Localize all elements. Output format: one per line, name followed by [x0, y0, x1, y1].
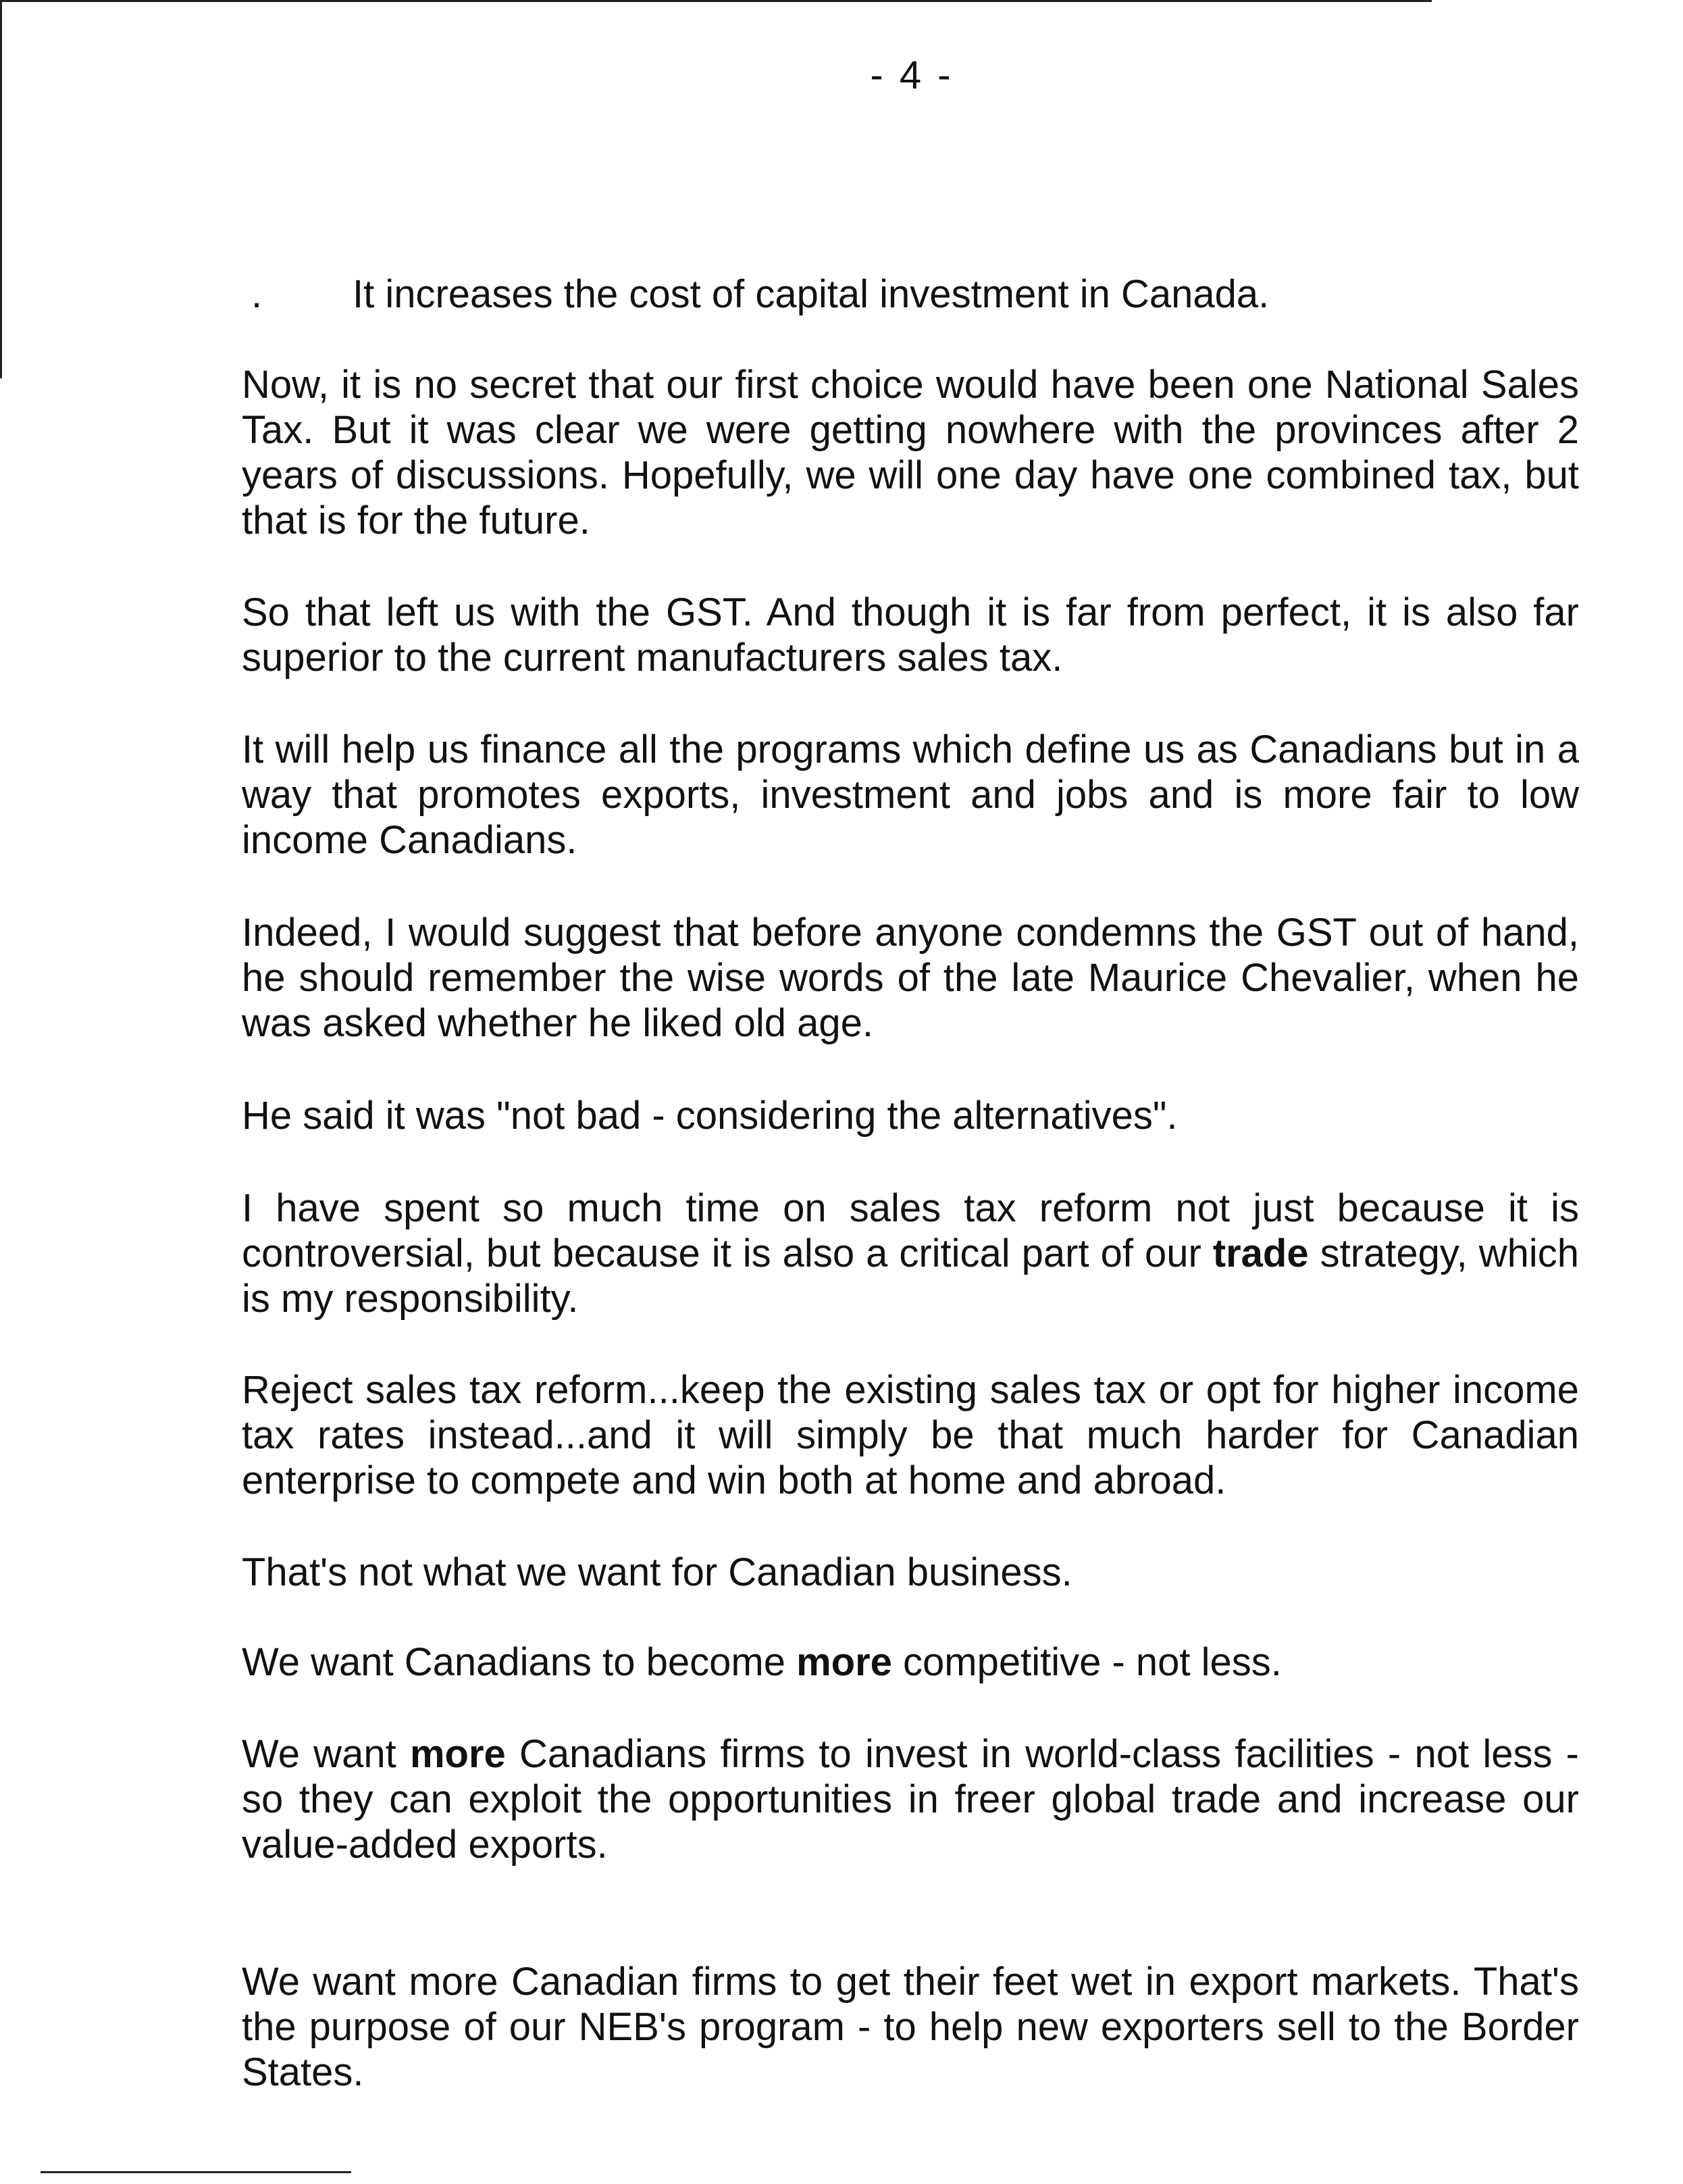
paragraph-trade-strategy — [242, 1186, 1579, 1321]
emphasis-trade: trade — [1212, 1231, 1309, 1275]
paragraph-canadian-business: That's not what we want for Canadian business. — [242, 1550, 1072, 1594]
emphasis-more: more — [409, 1732, 506, 1776]
scan-edge-bottom — [41, 2171, 351, 2173]
emphasis-more: more — [796, 1640, 892, 1684]
scan-edge-top — [0, 0, 1432, 2]
paragraph-chevalier: Indeed, I would suggest that before anyone condemns the GST out of hand, he should remember the wise words of the late Maurice Chevalier, when he was asked whether he liked old age. — [242, 911, 1579, 1045]
paragraph-reject-reform: Reject sales tax reform...keep the existing sales tax or opt for higher income tax rates instead...and it will simply be that much harder for Canadian enterprise to compete and win both at home and abroad. — [242, 1368, 1579, 1502]
paragraph-text: I have spent so much time on sales tax reform not just because it is controversial, but because it is also a critical part of our — [242, 1186, 1579, 1275]
bullet-marker: . — [251, 272, 263, 316]
paragraph-text: Canadians firms to invest in world-class facilities - not less - so they can exploit the opportunities in freer global trade and increase our value-added exports. — [242, 1732, 1580, 1866]
paragraph-text: We want — [242, 1732, 410, 1776]
paragraph-text: We want Canadians to become — [242, 1640, 797, 1684]
page-number: - 4 - — [870, 53, 954, 97]
paragraph-export-markets: We want more Canadian firms to get their feet wet in export markets. That's the purpose of our NEB's program - to help new exporters sell to the Border States. — [242, 1960, 1579, 2094]
paragraph-gst: So that left us with the GST. And though it is far from perfect, it is also far superior to the current manufacturers sales tax. — [242, 590, 1579, 680]
paragraph-text: strategy, which is my responsibility. — [242, 1231, 1580, 1321]
paragraph-finance-programs: It will help us finance all the programs which define us as Canadians but in a way that promotes exports, investment and jobs and is more fair to low income Canadians. — [242, 728, 1579, 862]
paragraph-alternatives: He said it was "not bad - considering the alternatives". — [242, 1094, 1178, 1138]
paragraph-more-competitive — [242, 1640, 1579, 1685]
paragraph-text: competitive - not less. — [891, 1640, 1282, 1684]
paragraph-world-class — [242, 1731, 1579, 1867]
paragraph-national-sales-tax: Now, it is no secret that our first choice would have been one National Sales Tax. But it was clear we were getting nowhere with the provinces after 2 years of discussions. Hopefully, we will one day have one combined tax, but that is for the future. — [242, 363, 1579, 542]
bullet-item: It increases the cost of capital investment in Canada. — [353, 272, 1270, 316]
